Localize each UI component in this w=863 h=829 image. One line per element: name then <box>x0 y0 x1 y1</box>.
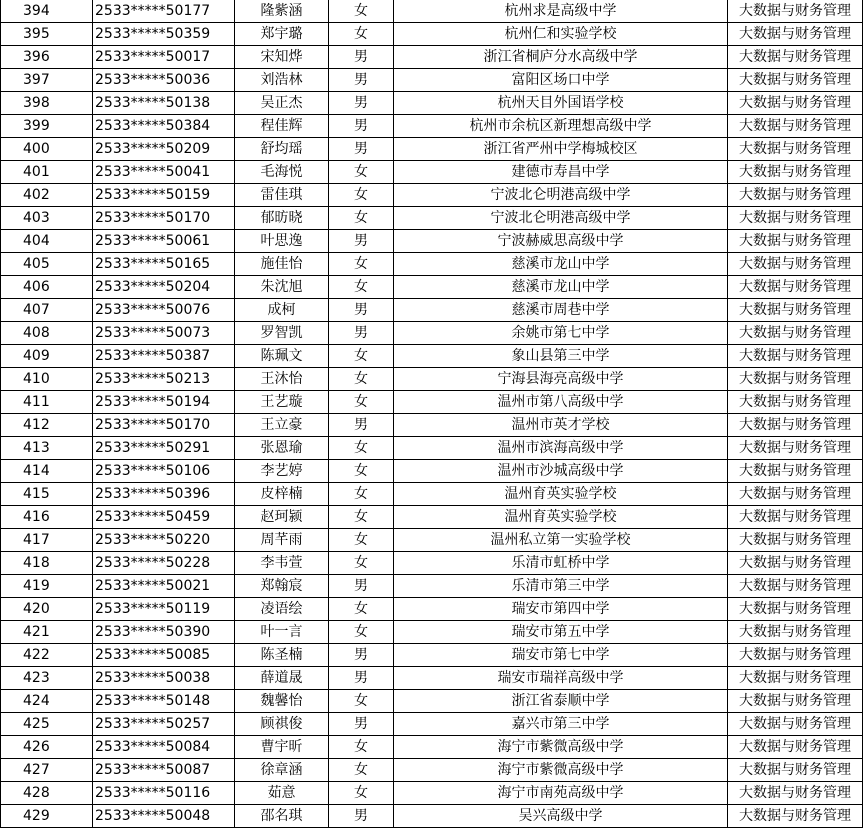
school-name-cell: 杭州仁和实验学校 <box>394 23 728 46</box>
student-name-cell: 顾祺俊 <box>235 713 329 736</box>
exam-id-cell: 2533*****50390 <box>93 621 235 644</box>
row-number-cell: 413 <box>1 437 93 460</box>
school-name-cell: 瑞安市第七中学 <box>394 644 728 667</box>
school-name-cell: 杭州市余杭区新理想高级中学 <box>394 115 728 138</box>
major-name-cell: 大数据与财务管理 <box>728 23 863 46</box>
row-number-cell: 411 <box>1 391 93 414</box>
exam-id-cell: 2533*****50396 <box>93 483 235 506</box>
school-name-cell: 杭州天目外国语学校 <box>394 92 728 115</box>
table-row <box>1 138 863 161</box>
school-name-cell: 吴兴高级中学 <box>394 805 728 828</box>
gender-cell: 女 <box>329 759 394 782</box>
table-row <box>1 644 863 667</box>
table-row <box>1 713 863 736</box>
major-name-cell: 大数据与财务管理 <box>728 644 863 667</box>
row-number-cell: 397 <box>1 69 93 92</box>
table-row <box>1 207 863 230</box>
gender-cell: 男 <box>329 644 394 667</box>
student-name-cell: 陈圣楠 <box>235 644 329 667</box>
exam-id-cell: 2533*****50194 <box>93 391 235 414</box>
table-row <box>1 92 863 115</box>
row-number-cell: 412 <box>1 414 93 437</box>
row-number-cell: 399 <box>1 115 93 138</box>
row-number-cell: 401 <box>1 161 93 184</box>
exam-id-cell: 2533*****50170 <box>93 207 235 230</box>
table-row <box>1 391 863 414</box>
gender-cell: 男 <box>329 414 394 437</box>
student-name-cell: 隆紫涵 <box>235 0 329 23</box>
student-name-cell: 罗智凯 <box>235 322 329 345</box>
student-name-cell: 吴正杰 <box>235 92 329 115</box>
table-row <box>1 529 863 552</box>
school-name-cell: 瑞安市第四中学 <box>394 598 728 621</box>
school-name-cell: 瑞安市第五中学 <box>394 621 728 644</box>
gender-cell: 女 <box>329 529 394 552</box>
exam-id-cell: 2533*****50220 <box>93 529 235 552</box>
school-name-cell: 浙江省严州中学梅城校区 <box>394 138 728 161</box>
table-row <box>1 552 863 575</box>
exam-id-cell: 2533*****50106 <box>93 460 235 483</box>
exam-id-cell: 2533*****50384 <box>93 115 235 138</box>
gender-cell: 女 <box>329 391 394 414</box>
table-row <box>1 483 863 506</box>
student-name-cell: 魏馨怡 <box>235 690 329 713</box>
school-name-cell: 温州市第八高级中学 <box>394 391 728 414</box>
student-name-cell: 曹宇昕 <box>235 736 329 759</box>
exam-id-cell: 2533*****50165 <box>93 253 235 276</box>
row-number-cell: 395 <box>1 23 93 46</box>
major-name-cell: 大数据与财务管理 <box>728 483 863 506</box>
table-row <box>1 276 863 299</box>
table-row <box>1 782 863 805</box>
student-name-cell: 薛道晟 <box>235 667 329 690</box>
school-name-cell: 慈溪市龙山中学 <box>394 276 728 299</box>
school-name-cell: 富阳区场口中学 <box>394 69 728 92</box>
school-name-cell: 宁波北仑明港高级中学 <box>394 184 728 207</box>
major-name-cell: 大数据与财务管理 <box>728 207 863 230</box>
exam-id-cell: 2533*****50291 <box>93 437 235 460</box>
student-name-cell: 皮梓楠 <box>235 483 329 506</box>
table-body <box>1 0 863 828</box>
exam-id-cell: 2533*****50204 <box>93 276 235 299</box>
school-name-cell: 乐清市第三中学 <box>394 575 728 598</box>
exam-id-cell: 2533*****50048 <box>93 805 235 828</box>
row-number-cell: 424 <box>1 690 93 713</box>
major-name-cell: 大数据与财务管理 <box>728 230 863 253</box>
row-number-cell: 417 <box>1 529 93 552</box>
major-name-cell: 大数据与财务管理 <box>728 529 863 552</box>
major-name-cell: 大数据与财务管理 <box>728 621 863 644</box>
student-name-cell: 凌语绘 <box>235 598 329 621</box>
table-row <box>1 575 863 598</box>
row-number-cell: 404 <box>1 230 93 253</box>
gender-cell: 男 <box>329 575 394 598</box>
table-row <box>1 506 863 529</box>
school-name-cell: 温州市滨海高级中学 <box>394 437 728 460</box>
student-name-cell: 朱沈旭 <box>235 276 329 299</box>
row-number-cell: 414 <box>1 460 93 483</box>
gender-cell: 男 <box>329 667 394 690</box>
row-number-cell: 407 <box>1 299 93 322</box>
major-name-cell: 大数据与财务管理 <box>728 736 863 759</box>
exam-id-cell: 2533*****50213 <box>93 368 235 391</box>
school-name-cell: 宁波赫威思高级中学 <box>394 230 728 253</box>
major-name-cell: 大数据与财务管理 <box>728 713 863 736</box>
table-row <box>1 253 863 276</box>
table-row <box>1 414 863 437</box>
table-row <box>1 598 863 621</box>
school-name-cell: 慈溪市龙山中学 <box>394 253 728 276</box>
school-name-cell: 海宁市南苑高级中学 <box>394 782 728 805</box>
gender-cell: 女 <box>329 736 394 759</box>
major-name-cell: 大数据与财务管理 <box>728 322 863 345</box>
exam-id-cell: 2533*****50459 <box>93 506 235 529</box>
student-name-cell: 宋知烨 <box>235 46 329 69</box>
gender-cell: 女 <box>329 161 394 184</box>
exam-id-cell: 2533*****50359 <box>93 23 235 46</box>
major-name-cell: 大数据与财务管理 <box>728 46 863 69</box>
school-name-cell: 温州育英实验学校 <box>394 506 728 529</box>
major-name-cell: 大数据与财务管理 <box>728 69 863 92</box>
school-name-cell: 温州私立第一实验学校 <box>394 529 728 552</box>
exam-id-cell: 2533*****50036 <box>93 69 235 92</box>
table-row <box>1 736 863 759</box>
table-row <box>1 437 863 460</box>
gender-cell: 女 <box>329 598 394 621</box>
gender-cell: 女 <box>329 368 394 391</box>
major-name-cell: 大数据与财务管理 <box>728 299 863 322</box>
row-number-cell: 416 <box>1 506 93 529</box>
student-name-cell: 徐章涵 <box>235 759 329 782</box>
row-number-cell: 420 <box>1 598 93 621</box>
table-row <box>1 115 863 138</box>
gender-cell: 男 <box>329 322 394 345</box>
student-name-cell: 叶思逸 <box>235 230 329 253</box>
table-row <box>1 805 863 828</box>
major-name-cell: 大数据与财务管理 <box>728 184 863 207</box>
row-number-cell: 421 <box>1 621 93 644</box>
student-name-cell: 郑宇璐 <box>235 23 329 46</box>
major-name-cell: 大数据与财务管理 <box>728 368 863 391</box>
table-row <box>1 322 863 345</box>
exam-id-cell: 2533*****50073 <box>93 322 235 345</box>
row-number-cell: 398 <box>1 92 93 115</box>
gender-cell: 男 <box>329 230 394 253</box>
major-name-cell: 大数据与财务管理 <box>728 345 863 368</box>
student-name-cell: 李艺婷 <box>235 460 329 483</box>
table-row <box>1 345 863 368</box>
exam-id-cell: 2533*****50017 <box>93 46 235 69</box>
student-name-cell: 施佳怡 <box>235 253 329 276</box>
row-number-cell: 429 <box>1 805 93 828</box>
gender-cell: 女 <box>329 506 394 529</box>
gender-cell: 女 <box>329 23 394 46</box>
row-number-cell: 400 <box>1 138 93 161</box>
student-name-cell: 郑翰宸 <box>235 575 329 598</box>
student-name-cell: 舒均瑶 <box>235 138 329 161</box>
school-name-cell: 宁波北仑明港高级中学 <box>394 207 728 230</box>
table-row <box>1 667 863 690</box>
student-name-cell: 王沐怡 <box>235 368 329 391</box>
school-name-cell: 象山县第三中学 <box>394 345 728 368</box>
row-number-cell: 403 <box>1 207 93 230</box>
major-name-cell: 大数据与财务管理 <box>728 575 863 598</box>
major-name-cell: 大数据与财务管理 <box>728 276 863 299</box>
major-name-cell: 大数据与财务管理 <box>728 759 863 782</box>
row-number-cell: 422 <box>1 644 93 667</box>
gender-cell: 男 <box>329 805 394 828</box>
gender-cell: 男 <box>329 92 394 115</box>
row-number-cell: 396 <box>1 46 93 69</box>
gender-cell: 女 <box>329 460 394 483</box>
table-row <box>1 460 863 483</box>
gender-cell: 男 <box>329 299 394 322</box>
school-name-cell: 浙江省泰顺中学 <box>394 690 728 713</box>
table-row <box>1 299 863 322</box>
exam-id-cell: 2533*****50257 <box>93 713 235 736</box>
student-name-cell: 茹意 <box>235 782 329 805</box>
gender-cell: 女 <box>329 690 394 713</box>
student-name-cell: 王艺璇 <box>235 391 329 414</box>
gender-cell: 女 <box>329 276 394 299</box>
gender-cell: 女 <box>329 253 394 276</box>
table-row <box>1 0 863 23</box>
major-name-cell: 大数据与财务管理 <box>728 667 863 690</box>
school-name-cell: 瑞安市瑞祥高级中学 <box>394 667 728 690</box>
table-row <box>1 184 863 207</box>
exam-id-cell: 2533*****50228 <box>93 552 235 575</box>
school-name-cell: 温州市沙城高级中学 <box>394 460 728 483</box>
student-name-cell: 陈珮文 <box>235 345 329 368</box>
gender-cell: 女 <box>329 782 394 805</box>
student-name-cell: 李韦萱 <box>235 552 329 575</box>
gender-cell: 女 <box>329 437 394 460</box>
row-number-cell: 410 <box>1 368 93 391</box>
gender-cell: 男 <box>329 115 394 138</box>
school-name-cell: 温州市英才学校 <box>394 414 728 437</box>
table-row <box>1 368 863 391</box>
major-name-cell: 大数据与财务管理 <box>728 253 863 276</box>
school-name-cell: 海宁市紫微高级中学 <box>394 759 728 782</box>
gender-cell: 女 <box>329 483 394 506</box>
exam-id-cell: 2533*****50084 <box>93 736 235 759</box>
school-name-cell: 浙江省桐庐分水高级中学 <box>394 46 728 69</box>
major-name-cell: 大数据与财务管理 <box>728 115 863 138</box>
major-name-cell: 大数据与财务管理 <box>728 460 863 483</box>
exam-id-cell: 2533*****50387 <box>93 345 235 368</box>
exam-id-cell: 2533*****50041 <box>93 161 235 184</box>
gender-cell: 女 <box>329 0 394 23</box>
major-name-cell: 大数据与财务管理 <box>728 161 863 184</box>
row-number-cell: 426 <box>1 736 93 759</box>
table-row <box>1 230 863 253</box>
student-name-cell: 刘浩林 <box>235 69 329 92</box>
student-name-cell: 叶一言 <box>235 621 329 644</box>
table-row <box>1 23 863 46</box>
gender-cell: 女 <box>329 621 394 644</box>
school-name-cell: 海宁市紫微高级中学 <box>394 736 728 759</box>
table-row <box>1 46 863 69</box>
row-number-cell: 415 <box>1 483 93 506</box>
major-name-cell: 大数据与财务管理 <box>728 782 863 805</box>
student-name-cell: 邵名琪 <box>235 805 329 828</box>
row-number-cell: 419 <box>1 575 93 598</box>
gender-cell: 男 <box>329 46 394 69</box>
row-number-cell: 408 <box>1 322 93 345</box>
school-name-cell: 乐清市虹桥中学 <box>394 552 728 575</box>
major-name-cell: 大数据与财务管理 <box>728 506 863 529</box>
school-name-cell: 嘉兴市第三中学 <box>394 713 728 736</box>
major-name-cell: 大数据与财务管理 <box>728 92 863 115</box>
student-name-cell: 王立豪 <box>235 414 329 437</box>
exam-id-cell: 2533*****50116 <box>93 782 235 805</box>
table-row <box>1 69 863 92</box>
major-name-cell: 大数据与财务管理 <box>728 598 863 621</box>
row-number-cell: 394 <box>1 0 93 23</box>
student-name-cell: 周芊雨 <box>235 529 329 552</box>
gender-cell: 女 <box>329 552 394 575</box>
exam-id-cell: 2533*****50038 <box>93 667 235 690</box>
major-name-cell: 大数据与财务管理 <box>728 437 863 460</box>
exam-id-cell: 2533*****50021 <box>93 575 235 598</box>
exam-id-cell: 2533*****50209 <box>93 138 235 161</box>
school-name-cell: 杭州求是高级中学 <box>394 0 728 23</box>
row-number-cell: 425 <box>1 713 93 736</box>
major-name-cell: 大数据与财务管理 <box>728 0 863 23</box>
major-name-cell: 大数据与财务管理 <box>728 138 863 161</box>
student-name-cell: 赵珂颍 <box>235 506 329 529</box>
student-name-cell: 毛海悦 <box>235 161 329 184</box>
gender-cell: 男 <box>329 713 394 736</box>
major-name-cell: 大数据与财务管理 <box>728 391 863 414</box>
student-name-cell: 郁昉晓 <box>235 207 329 230</box>
school-name-cell: 宁海县海亮高级中学 <box>394 368 728 391</box>
major-name-cell: 大数据与财务管理 <box>728 805 863 828</box>
exam-id-cell: 2533*****50170 <box>93 414 235 437</box>
gender-cell: 女 <box>329 207 394 230</box>
row-number-cell: 418 <box>1 552 93 575</box>
exam-id-cell: 2533*****50087 <box>93 759 235 782</box>
exam-id-cell: 2533*****50148 <box>93 690 235 713</box>
student-name-cell: 张恩瑜 <box>235 437 329 460</box>
student-name-cell: 成柯 <box>235 299 329 322</box>
major-name-cell: 大数据与财务管理 <box>728 552 863 575</box>
gender-cell: 男 <box>329 69 394 92</box>
row-number-cell: 405 <box>1 253 93 276</box>
row-number-cell: 428 <box>1 782 93 805</box>
exam-id-cell: 2533*****50119 <box>93 598 235 621</box>
student-name-cell: 程佳辉 <box>235 115 329 138</box>
exam-id-cell: 2533*****50159 <box>93 184 235 207</box>
school-name-cell: 温州育英实验学校 <box>394 483 728 506</box>
row-number-cell: 409 <box>1 345 93 368</box>
row-number-cell: 427 <box>1 759 93 782</box>
exam-id-cell: 2533*****50177 <box>93 0 235 23</box>
exam-id-cell: 2533*****50085 <box>93 644 235 667</box>
major-name-cell: 大数据与财务管理 <box>728 690 863 713</box>
gender-cell: 女 <box>329 184 394 207</box>
exam-id-cell: 2533*****50138 <box>93 92 235 115</box>
row-number-cell: 423 <box>1 667 93 690</box>
table-row <box>1 759 863 782</box>
row-number-cell: 406 <box>1 276 93 299</box>
major-name-cell: 大数据与财务管理 <box>728 414 863 437</box>
table-row <box>1 161 863 184</box>
school-name-cell: 余姚市第七中学 <box>394 322 728 345</box>
gender-cell: 男 <box>329 138 394 161</box>
school-name-cell: 建德市寿昌中学 <box>394 161 728 184</box>
row-number-cell: 402 <box>1 184 93 207</box>
school-name-cell: 慈溪市周巷中学 <box>394 299 728 322</box>
table-row <box>1 690 863 713</box>
exam-id-cell: 2533*****50061 <box>93 230 235 253</box>
gender-cell: 女 <box>329 345 394 368</box>
table-row <box>1 621 863 644</box>
student-name-cell: 雷佳琪 <box>235 184 329 207</box>
exam-id-cell: 2533*****50076 <box>93 299 235 322</box>
